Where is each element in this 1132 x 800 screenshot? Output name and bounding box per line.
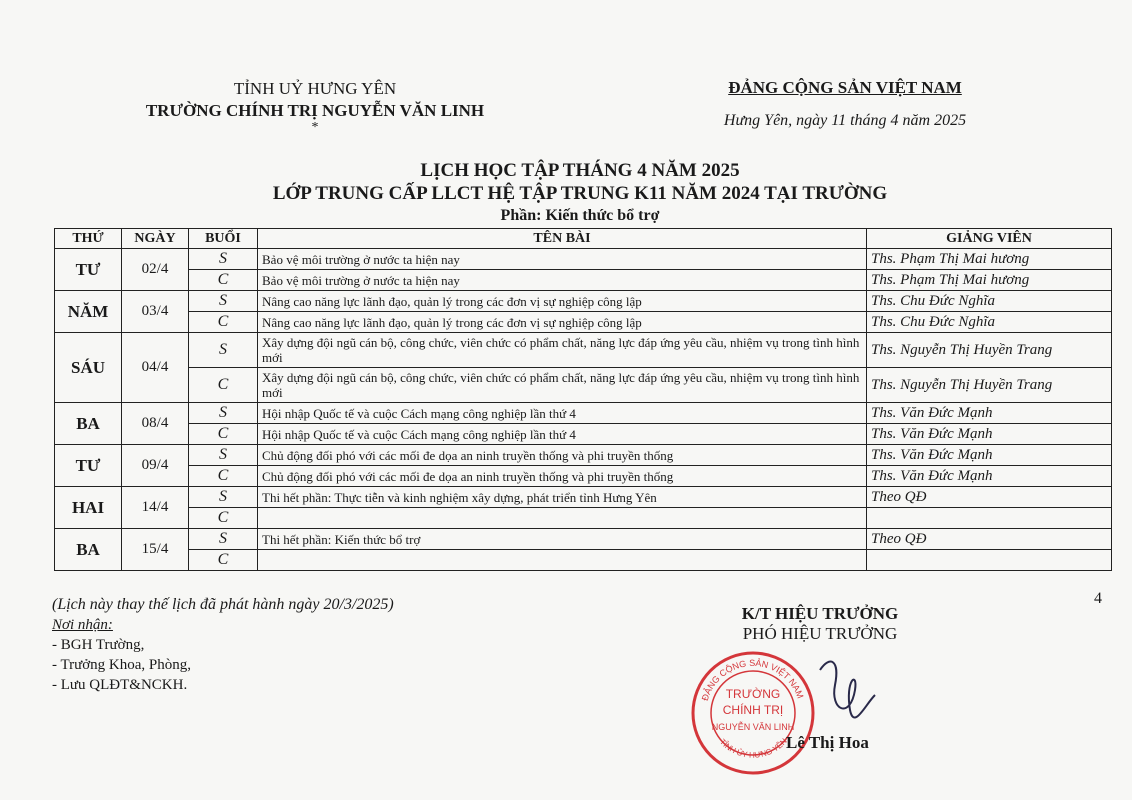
session-cell: C <box>189 312 258 333</box>
signature-block <box>700 604 940 644</box>
teacher-cell: Theo QĐ <box>867 487 1112 508</box>
teacher-cell: Ths. Văn Đức Mạnh <box>867 424 1112 445</box>
replacement-note: (Lịch này thay thế lịch đã phát hành ngày 20/3/2025) <box>52 596 394 613</box>
signer-authority: K/T HIỆU TRƯỞNG <box>741 604 899 623</box>
lesson-cell: Hội nhập Quốc tế và cuộc Cách mạng công nghiệp lần thứ 4 <box>258 424 867 445</box>
table-row <box>55 291 1112 312</box>
session-cell: S <box>189 445 258 466</box>
table-row <box>55 312 1112 333</box>
table-row <box>55 445 1112 466</box>
table-row <box>55 249 1112 270</box>
document-title: LỊCH HỌC TẬP THÁNG 4 NĂM 2025 <box>420 160 740 181</box>
table-row <box>55 270 1112 291</box>
col-header-lesson: TÊN BÀI <box>258 229 867 249</box>
session-cell: S <box>189 487 258 508</box>
col-header-date: NGÀY <box>122 229 189 249</box>
table-row <box>55 550 1112 571</box>
day-cell: NĂM <box>55 291 122 333</box>
lesson-cell: Chủ động đối phó với các mối đe dọa an ninh truyền thống và phi truyền thống <box>258 445 867 466</box>
table-header-row <box>55 229 1112 249</box>
svg-text:TỈNH ỦY HƯNG YÊN: TỈNH ỦY HƯNG YÊN <box>717 736 789 760</box>
org-star: * <box>311 120 319 135</box>
date-cell: 03/4 <box>122 291 189 333</box>
lesson-cell: Thi hết phần: Thực tiễn và kinh nghiệm xây dựng, phát triển tỉnh Hưng Yên <box>258 487 867 508</box>
table-row <box>55 466 1112 487</box>
session-cell: S <box>189 529 258 550</box>
document-date: Hưng Yên, ngày 11 tháng 4 năm 2025 <box>723 112 967 129</box>
session-cell: S <box>189 333 258 368</box>
lesson-cell: Nâng cao năng lực lãnh đạo, quản lý trong các đơn vị sự nghiệp công lập <box>258 312 867 333</box>
document-subtitle: LỚP TRUNG CẤP LLCT HỆ TẬP TRUNG K11 NĂM 2024 TẠI TRƯỜNG <box>272 183 888 204</box>
org-line-school: TRƯỜNG CHÍNH TRỊ NGUYỄN VĂN LINH <box>145 101 485 120</box>
date-cell: 04/4 <box>122 333 189 403</box>
issuing-organization <box>100 78 530 134</box>
official-seal <box>688 648 818 778</box>
svg-text:NGUYỄN VĂN LINH: NGUYỄN VĂN LINH <box>711 722 795 732</box>
recipients-block <box>52 615 191 695</box>
svg-text:CHÍNH TRỊ: CHÍNH TRỊ <box>722 703 784 717</box>
session-cell: S <box>189 249 258 270</box>
date-cell: 08/4 <box>122 403 189 445</box>
teacher-cell: Ths. Văn Đức Mạnh <box>867 445 1112 466</box>
date-cell: 14/4 <box>122 487 189 529</box>
teacher-cell: Ths. Văn Đức Mạnh <box>867 403 1112 424</box>
day-cell: BA <box>55 529 122 571</box>
recipient-item: - Lưu QLĐT&NCKH. <box>52 677 188 693</box>
party-name: ĐẢNG CỘNG SẢN VIỆT NAM <box>728 78 962 97</box>
lesson-cell: Hội nhập Quốc tế và cuộc Cách mạng công nghiệp lần thứ 4 <box>258 403 867 424</box>
session-cell: C <box>189 270 258 291</box>
lesson-cell: Bảo vệ môi trường ở nước ta hiện nay <box>258 249 867 270</box>
schedule-table <box>54 228 1112 571</box>
teacher-cell: Ths. Văn Đức Mạnh <box>867 466 1112 487</box>
date-cell: 15/4 <box>122 529 189 571</box>
table-row <box>55 333 1112 368</box>
table-row <box>55 487 1112 508</box>
handwritten-signature <box>810 650 880 740</box>
svg-text:ĐẢNG CỘNG SẢN VIỆT NAM: ĐẢNG CỘNG SẢN VIỆT NAM <box>699 657 806 702</box>
lesson-cell: Xây dựng đội ngũ cán bộ, công chức, viên chức có phẩm chất, năng lực đáp ứng yêu cầu, nhiệm vụ trong tình hình mới <box>258 333 867 368</box>
schedule-body <box>55 249 1112 571</box>
day-cell: BA <box>55 403 122 445</box>
teacher-cell: Ths. Chu Đức Nghĩa <box>867 312 1112 333</box>
table-row <box>55 508 1112 529</box>
date-cell: 02/4 <box>122 249 189 291</box>
day-cell: HAI <box>55 487 122 529</box>
day-cell: SÁU <box>55 333 122 403</box>
session-cell: C <box>189 368 258 403</box>
day-cell: TƯ <box>55 445 122 487</box>
lesson-cell <box>258 508 867 529</box>
party-header <box>680 78 1010 130</box>
day-cell: TƯ <box>55 249 122 291</box>
recipient-item: - Trưởng Khoa, Phòng, <box>52 657 191 673</box>
session-cell: C <box>189 508 258 529</box>
session-cell: S <box>189 291 258 312</box>
teacher-cell: Theo QĐ <box>867 529 1112 550</box>
session-cell: C <box>189 550 258 571</box>
lesson-cell: Nâng cao năng lực lãnh đạo, quản lý trong các đơn vị sự nghiệp công lập <box>258 291 867 312</box>
date-cell: 09/4 <box>122 445 189 487</box>
margin-mark: 4 <box>1094 590 1102 607</box>
signer-name: Lê Thị Hoa <box>786 733 869 752</box>
col-header-session: BUỔI <box>189 229 258 249</box>
recipient-item: - BGH Trường, <box>52 637 145 653</box>
teacher-cell: Ths. Phạm Thị Mai hương <box>867 270 1112 291</box>
session-cell: C <box>189 466 258 487</box>
lesson-cell: Bảo vệ môi trường ở nước ta hiện nay <box>258 270 867 291</box>
teacher-cell: Ths. Nguyễn Thị Huyền Trang <box>867 368 1112 403</box>
table-row <box>55 403 1112 424</box>
signer-title: PHÓ HIỆU TRƯỞNG <box>742 624 898 643</box>
teacher-cell: Ths. Phạm Thị Mai hương <box>867 249 1112 270</box>
lesson-cell: Thi hết phần: Kiến thức bổ trợ <box>258 529 867 550</box>
document-section: Phần: Kiến thức bổ trợ <box>500 207 660 224</box>
teacher-cell: Ths. Chu Đức Nghĩa <box>867 291 1112 312</box>
org-line-province: TỈNH UỶ HƯNG YÊN <box>233 79 397 98</box>
table-row <box>55 424 1112 445</box>
lesson-cell <box>258 550 867 571</box>
table-row <box>55 529 1112 550</box>
table-row <box>55 368 1112 403</box>
recipients-label: Nơi nhận: <box>52 617 113 633</box>
col-header-day: THỨ <box>55 229 122 249</box>
lesson-cell: Xây dựng đội ngũ cán bộ, công chức, viên chức có phẩm chất, năng lực đáp ứng yêu cầu, nhiệm vụ trong tình hình mới <box>258 368 867 403</box>
teacher-cell <box>867 508 1112 529</box>
lesson-cell: Chủ động đối phó với các mối đe dọa an ninh truyền thống và phi truyền thống <box>258 466 867 487</box>
col-header-teacher: GIẢNG VIÊN <box>867 229 1112 249</box>
svg-text:TRƯỜNG: TRƯỜNG <box>725 687 781 701</box>
teacher-cell <box>867 550 1112 571</box>
session-cell: S <box>189 403 258 424</box>
teacher-cell: Ths. Nguyễn Thị Huyền Trang <box>867 333 1112 368</box>
session-cell: C <box>189 424 258 445</box>
